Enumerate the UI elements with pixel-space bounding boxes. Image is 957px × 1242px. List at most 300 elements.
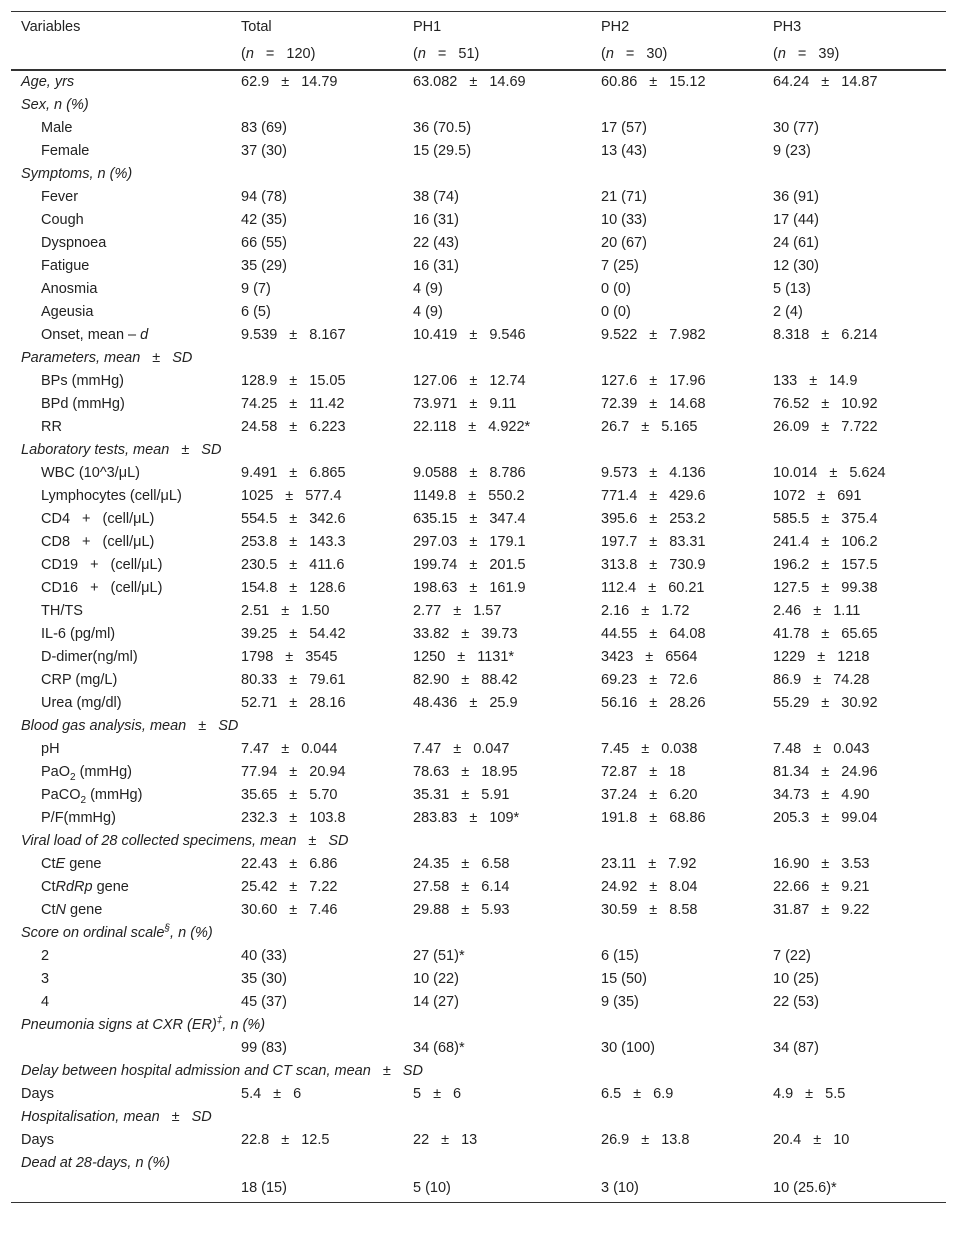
table-row [11, 232, 946, 255]
cell-ph2: 13 (43) [601, 143, 647, 159]
cell-total: 554.5 ± 342.6 [241, 511, 346, 527]
cell-ph3: 86.9 ± 74.28 [773, 672, 870, 688]
row-label: PaO$_2$ (mmHg) [41, 764, 132, 783]
cell-ph3: 585.5 ± 375.4 [773, 511, 878, 527]
cell-ph3 [763, 1106, 946, 1129]
header-ph2: PH2 [591, 12, 763, 44]
cell-ph3: 26.09 ± 7.722 [773, 419, 878, 435]
cell-total [231, 94, 403, 117]
cell-ph3: 133 ± 14.9 [773, 373, 858, 389]
section-label: Pneumonia signs at CXR (ER)‡, n (%) [21, 1015, 266, 1033]
cell-ph1: 29.88 ± 5.93 [413, 902, 510, 918]
cell-ph3: 36 (91) [773, 189, 819, 205]
cell-total [231, 347, 403, 370]
row-label: RR [41, 419, 62, 435]
cell-ph1: 78.63 ± 18.95 [413, 764, 518, 780]
cell-ph3: 127.5 ± 99.38 [773, 580, 878, 596]
row-label: Urea (mg/dl) [41, 695, 122, 711]
row-label: CtN gene [41, 902, 103, 918]
cell-ph1: 35.31 ± 5.91 [413, 787, 510, 803]
cell-total: 42 (35) [241, 212, 287, 228]
cell-ph2 [591, 347, 763, 370]
row-label: P/F(mmHg) [41, 810, 116, 826]
cell-ph1: 1250 ± 1131* [413, 649, 515, 665]
row-label: CRP (mg/L) [41, 672, 118, 688]
cell-total: 25.42 ± 7.22 [241, 879, 338, 895]
row-label: 4 [41, 994, 50, 1010]
cell-ph3: 4.9 ± 5.5 [773, 1086, 846, 1102]
cell-total: 9 (7) [241, 281, 271, 297]
header-ph1: PH1 [403, 12, 591, 44]
row-label: IL-6 (pg/ml) [41, 626, 116, 642]
cell-ph3: 76.52 ± 10.92 [773, 396, 878, 412]
row-label: PaCO$_2$ (mmHg) [41, 787, 143, 806]
table-row [11, 669, 946, 692]
row-label: Days [21, 1132, 55, 1148]
cell-ph1: 33.82 ± 39.73 [413, 626, 518, 642]
cell-ph1: 27 (51)* [413, 948, 465, 964]
section-label: Dead at 28-days, n (%) [21, 1155, 171, 1171]
table-container [11, 11, 946, 1203]
cell-ph1: 36 (70.5) [413, 120, 472, 136]
cell-total: 35 (29) [241, 258, 287, 274]
row-label: Fatigue [41, 258, 90, 274]
cell-ph1 [403, 347, 591, 370]
cell-ph1: 297.03 ± 179.1 [413, 534, 526, 550]
table-row [11, 117, 946, 140]
header-variables: Variables [11, 12, 231, 44]
cell-ph2: 6 (15) [601, 948, 639, 964]
table-row [11, 255, 946, 278]
table-row [11, 554, 946, 577]
header-n-ph3: (n = 39) [773, 46, 840, 62]
section-label: Blood gas analysis, mean ± SD [21, 718, 239, 734]
table-row [11, 186, 946, 209]
cell-ph3: 9 (23) [773, 143, 811, 159]
cell-total: 30.60 ± 7.46 [241, 902, 338, 918]
table-row [11, 830, 946, 853]
table-row [11, 1014, 946, 1037]
row-label: Cough [41, 212, 84, 228]
header-n-ph1: (n = 51) [413, 46, 480, 62]
table-row [11, 508, 946, 531]
cell-ph3 [763, 439, 946, 462]
cell-total: 37 (30) [241, 143, 287, 159]
cell-total [231, 1152, 403, 1175]
cell-total: 2.51 ± 1.50 [241, 603, 330, 619]
cell-ph1: 15 (29.5) [413, 143, 472, 159]
cell-ph3: 241.4 ± 106.2 [773, 534, 878, 550]
section-label: Symptoms, n (%) [21, 166, 133, 182]
cell-ph2 [591, 1106, 763, 1129]
cell-total: 18 (15) [231, 1175, 403, 1203]
cell-ph3 [763, 94, 946, 117]
cell-ph1: 199.74 ± 201.5 [413, 557, 526, 573]
cell-ph3: 12 (30) [773, 258, 819, 274]
cell-ph2: 20 (67) [601, 235, 647, 251]
cell-total: 66 (55) [241, 235, 287, 251]
cell-ph1: 10.419 ± 9.546 [413, 327, 526, 343]
cell-total: 7.47 ± 0.044 [241, 741, 338, 757]
row-label: WBC (10^3/μL) [41, 465, 140, 481]
cell-ph1: 16 (31) [413, 212, 459, 228]
cell-ph1: 63.082 ± 14.69 [413, 74, 526, 90]
row-label: Lymphocytes (cell/μL) [41, 488, 182, 504]
cell-ph2: 26.9 ± 13.8 [601, 1132, 690, 1148]
table-row [11, 209, 946, 232]
patient-characteristics-table [11, 11, 946, 1203]
header-ph3: PH3 [763, 12, 946, 44]
cell-ph2: 3 (10) [591, 1175, 763, 1203]
row-label: Onset, mean – d [41, 327, 149, 343]
cell-total: 35.65 ± 5.70 [241, 787, 338, 803]
table-row [11, 899, 946, 922]
cell-ph2: 127.6 ± 17.96 [601, 373, 706, 389]
cell-ph2: 30.59 ± 8.58 [601, 902, 698, 918]
cell-ph3: 2.46 ± 1.11 [773, 603, 861, 619]
cell-ph1 [403, 439, 591, 462]
cell-ph2: 24.92 ± 8.04 [601, 879, 698, 895]
cell-ph2: 191.8 ± 68.86 [601, 810, 706, 826]
cell-ph3: 205.3 ± 99.04 [773, 810, 878, 826]
header-total: Total [231, 12, 403, 44]
cell-ph1: 10 (22) [413, 971, 459, 987]
section-label: Score on ordinal scale§, n (%) [21, 923, 213, 941]
cell-ph1: 2.77 ± 1.57 [413, 603, 502, 619]
cell-ph2 [591, 1152, 763, 1175]
cell-ph3: 196.2 ± 157.5 [773, 557, 878, 573]
cell-ph2: 0 (0) [601, 304, 631, 320]
table-row [11, 1083, 946, 1106]
table-row [11, 876, 946, 899]
cell-ph1: 16 (31) [413, 258, 459, 274]
cell-ph1: 22 ± 13 [413, 1132, 478, 1148]
row-label: Days [21, 1086, 55, 1102]
table-row [11, 531, 946, 554]
row-label: Ageusia [41, 304, 94, 320]
section-label: Laboratory tests, mean ± SD [21, 442, 222, 458]
cell-total [231, 715, 403, 738]
table-row [11, 991, 946, 1014]
table-row [11, 577, 946, 600]
row-label: D-dimer(ng/ml) [41, 649, 138, 665]
table-row [11, 853, 946, 876]
cell-ph2 [591, 922, 763, 945]
cell-ph2: 9 (35) [601, 994, 639, 1010]
cell-ph1: 4 (9) [413, 281, 443, 297]
table-row [11, 646, 946, 669]
table-row [11, 416, 946, 439]
cell-ph3: 5 (13) [773, 281, 811, 297]
cell-ph2: 72.87 ± 18 [601, 764, 686, 780]
cell-ph3: 2 (4) [773, 304, 803, 320]
cell-total: 39.25 ± 54.42 [241, 626, 346, 642]
table-row [11, 1175, 946, 1203]
cell-ph3: 8.318 ± 6.214 [773, 327, 878, 343]
cell-ph3 [763, 715, 946, 738]
cell-total: 74.25 ± 11.42 [241, 396, 345, 412]
cell-total: 35 (30) [241, 971, 287, 987]
table-row [11, 163, 946, 186]
cell-total: 22.43 ± 6.86 [241, 856, 338, 872]
cell-ph3 [763, 347, 946, 370]
cell-ph3 [763, 1014, 946, 1037]
cell-ph2 [591, 1014, 763, 1037]
cell-ph2: 7 (25) [601, 258, 639, 274]
cell-ph2: 2.16 ± 1.72 [601, 603, 690, 619]
cell-ph2 [591, 94, 763, 117]
cell-ph2: 17 (57) [601, 120, 647, 136]
cell-total: 253.8 ± 143.3 [241, 534, 346, 550]
cell-total: 154.8 ± 128.6 [241, 580, 346, 596]
cell-ph1: 1149.8 ± 550.2 [413, 488, 525, 504]
cell-ph3: 31.87 ± 9.22 [773, 902, 870, 918]
cell-total: 9.539 ± 8.167 [241, 327, 346, 343]
cell-total: 1798 ± 3545 [241, 649, 338, 665]
row-label: Anosmia [41, 281, 98, 297]
cell-ph1 [403, 922, 591, 945]
cell-ph2 [591, 715, 763, 738]
cell-ph1: 7.47 ± 0.047 [413, 741, 510, 757]
section-label: Age, yrs [21, 74, 75, 90]
table-row [11, 922, 946, 945]
cell-ph1: 127.06 ± 12.74 [413, 373, 526, 389]
table-row [11, 324, 946, 347]
cell-total: 232.3 ± 103.8 [241, 810, 346, 826]
cell-ph3: 1229 ± 1218 [773, 649, 870, 665]
cell-total: 62.9 ± 14.79 [241, 74, 338, 90]
cell-ph2: 771.4 ± 429.6 [601, 488, 706, 504]
table-body [11, 70, 946, 1203]
cell-ph2 [591, 439, 763, 462]
cell-ph1 [403, 163, 591, 186]
table-row [11, 347, 946, 370]
cell-ph1: 27.58 ± 6.14 [413, 879, 510, 895]
cell-total: 52.71 ± 28.16 [241, 695, 346, 711]
cell-ph1 [403, 1060, 591, 1083]
cell-total: 83 (69) [241, 120, 287, 136]
cell-ph1: 48.436 ± 25.9 [413, 695, 518, 711]
cell-ph3: 7 (22) [773, 948, 811, 964]
cell-ph3: 34 (87) [773, 1040, 819, 1056]
cell-ph2: 112.4 ± 60.21 [601, 580, 705, 596]
cell-ph2: 60.86 ± 15.12 [601, 74, 706, 90]
table-row [11, 715, 946, 738]
cell-ph3: 34.73 ± 4.90 [773, 787, 870, 803]
cell-total: 6 (5) [241, 304, 271, 320]
section-label: Sex, n (%) [21, 97, 89, 113]
section-label: Parameters, mean ± SD [21, 350, 193, 366]
cell-ph3 [763, 830, 946, 853]
cell-total [231, 922, 403, 945]
cell-ph2: 30 (100) [601, 1040, 656, 1056]
cell-ph1: 283.83 ± 109* [413, 810, 520, 826]
cell-ph2: 26.7 ± 5.165 [601, 419, 698, 435]
cell-total: 9.491 ± 6.865 [241, 465, 346, 481]
table-row [11, 462, 946, 485]
cell-ph3: 1072 ± 691 [773, 488, 862, 504]
cell-ph2: 23.11 ± 7.92 [601, 856, 697, 872]
table-row [11, 301, 946, 324]
cell-total: 77.94 ± 20.94 [241, 764, 346, 780]
table-row [11, 807, 946, 830]
cell-ph2: 21 (71) [601, 189, 647, 205]
cell-ph3: 10.014 ± 5.624 [773, 465, 886, 481]
table-row [11, 692, 946, 715]
table-row [11, 784, 946, 807]
cell-ph3 [763, 1152, 946, 1175]
cell-ph2: 197.7 ± 83.31 [601, 534, 706, 550]
row-label: Female [41, 143, 90, 159]
cell-ph3 [763, 1060, 946, 1083]
cell-ph2 [591, 830, 763, 853]
cell-ph2: 15 (50) [601, 971, 647, 987]
cell-ph1: 82.90 ± 88.42 [413, 672, 518, 688]
cell-ph2: 395.6 ± 253.2 [601, 511, 706, 527]
row-label: CD4 + (cell/μL) [41, 511, 155, 527]
cell-ph3: 41.78 ± 65.65 [773, 626, 878, 642]
cell-ph3: 81.34 ± 24.96 [773, 764, 878, 780]
cell-total: 230.5 ± 411.6 [241, 557, 345, 573]
cell-ph1: 9.0588 ± 8.786 [413, 465, 526, 481]
cell-total: 80.33 ± 79.61 [241, 672, 346, 688]
table-row [11, 600, 946, 623]
table-row [11, 1106, 946, 1129]
cell-total [231, 1106, 403, 1129]
cell-ph1 [403, 1014, 591, 1037]
cell-ph3: 10 (25.6)* [763, 1175, 946, 1203]
cell-ph3: 10 (25) [773, 971, 819, 987]
table-row [11, 1129, 946, 1152]
cell-total [231, 163, 403, 186]
header-n-ph2: (n = 30) [601, 46, 668, 62]
cell-ph2: 72.39 ± 14.68 [601, 396, 706, 412]
table-row [11, 761, 946, 784]
cell-ph3: 7.48 ± 0.043 [773, 741, 870, 757]
cell-ph1: 38 (74) [413, 189, 459, 205]
cell-ph2: 37.24 ± 6.20 [601, 787, 698, 803]
cell-ph2 [591, 163, 763, 186]
cell-ph1: 22 (43) [413, 235, 459, 251]
cell-total: 24.58 ± 6.223 [241, 419, 346, 435]
cell-ph1: 635.15 ± 347.4 [413, 511, 526, 527]
cell-ph2: 69.23 ± 72.6 [601, 672, 698, 688]
table-row [11, 945, 946, 968]
cell-ph1: 22.118 ± 4.922* [413, 419, 531, 435]
cell-ph2: 7.45 ± 0.038 [601, 741, 698, 757]
row-label: BPs (mmHg) [41, 373, 124, 389]
cell-ph1 [403, 1106, 591, 1129]
cell-ph3: 17 (44) [773, 212, 819, 228]
table-row [11, 393, 946, 416]
cell-ph3: 24 (61) [773, 235, 819, 251]
cell-ph1: 34 (68)* [413, 1040, 465, 1056]
cell-ph1 [403, 715, 591, 738]
cell-ph3: 64.24 ± 14.87 [773, 74, 878, 90]
cell-ph2: 44.55 ± 64.08 [601, 626, 706, 642]
cell-ph1: 5 ± 6 [413, 1086, 462, 1102]
cell-total: 128.9 ± 15.05 [241, 373, 346, 389]
cell-total: 40 (33) [241, 948, 287, 964]
cell-ph1 [403, 830, 591, 853]
row-label: BPd (mmHg) [41, 396, 125, 412]
cell-total [231, 439, 403, 462]
cell-ph2: 6.5 ± 6.9 [601, 1086, 674, 1102]
row-label [11, 1037, 231, 1060]
cell-ph2: 9.573 ± 4.136 [601, 465, 706, 481]
cell-ph3: 30 (77) [773, 120, 819, 136]
cell-ph2: 10 (33) [601, 212, 647, 228]
cell-total: 45 (37) [241, 994, 287, 1010]
row-label: Fever [41, 189, 79, 205]
table-row [11, 439, 946, 462]
row-label: CD8 + (cell/μL) [41, 534, 155, 550]
section-label: Hospitalisation, mean ± SD [21, 1109, 212, 1125]
table-row [11, 94, 946, 117]
row-label: CtE gene [41, 856, 102, 872]
cell-ph2 [591, 1060, 763, 1083]
cell-ph1 [403, 94, 591, 117]
cell-ph3: 20.4 ± 10 [773, 1132, 850, 1148]
row-label: TH/TS [41, 603, 83, 619]
table-header [11, 12, 946, 71]
cell-total: 1025 ± 577.4 [241, 488, 342, 504]
cell-total: 94 (78) [241, 189, 287, 205]
cell-ph2: 0 (0) [601, 281, 631, 297]
cell-total: 22.8 ± 12.5 [241, 1132, 330, 1148]
section-label: Viral load of 28 collected specimens, mean ± SD [21, 833, 349, 849]
row-label: CD19 + (cell/μL) [41, 557, 163, 573]
cell-ph2: 56.16 ± 28.26 [601, 695, 706, 711]
cell-ph2: 9.522 ± 7.982 [601, 327, 706, 343]
row-label: Male [41, 120, 73, 136]
row-label: 2 [41, 948, 50, 964]
cell-ph3 [763, 922, 946, 945]
table-row [11, 278, 946, 301]
table-row [11, 485, 946, 508]
cell-total: 5.4 ± 6 [241, 1086, 302, 1102]
cell-ph1: 24.35 ± 6.58 [413, 856, 510, 872]
cell-ph1 [403, 1152, 591, 1175]
cell-total: 99 (83) [241, 1040, 287, 1056]
cell-ph3: 55.29 ± 30.92 [773, 695, 878, 711]
section-label: Delay between hospital admission and CT scan, mean ± SD [21, 1063, 423, 1079]
table-row [11, 370, 946, 393]
cell-ph3: 22.66 ± 9.21 [773, 879, 870, 895]
cell-ph3 [763, 163, 946, 186]
row-label: CtRdRp gene [41, 879, 129, 895]
cell-ph1: 73.971 ± 9.11 [413, 396, 517, 412]
cell-ph2: 313.8 ± 730.9 [601, 557, 706, 573]
cell-ph1: 198.63 ± 161.9 [413, 580, 526, 596]
cell-ph1: 4 (9) [413, 304, 443, 320]
row-label [11, 1175, 231, 1203]
table-row [11, 1152, 946, 1175]
cell-ph3: 16.90 ± 3.53 [773, 856, 870, 872]
row-label: pH [41, 741, 60, 757]
cell-ph1: 5 (10) [403, 1175, 591, 1203]
table-row [11, 70, 946, 94]
row-label: Dyspnoea [41, 235, 107, 251]
cell-ph3: 22 (53) [773, 994, 819, 1010]
header-n-total: (n = 120) [241, 46, 316, 62]
table-row [11, 623, 946, 646]
row-label: 3 [41, 971, 50, 987]
cell-ph1: 14 (27) [413, 994, 459, 1010]
row-label: CD16 + (cell/μL) [41, 580, 163, 596]
table-row [11, 738, 946, 761]
table-row [11, 140, 946, 163]
